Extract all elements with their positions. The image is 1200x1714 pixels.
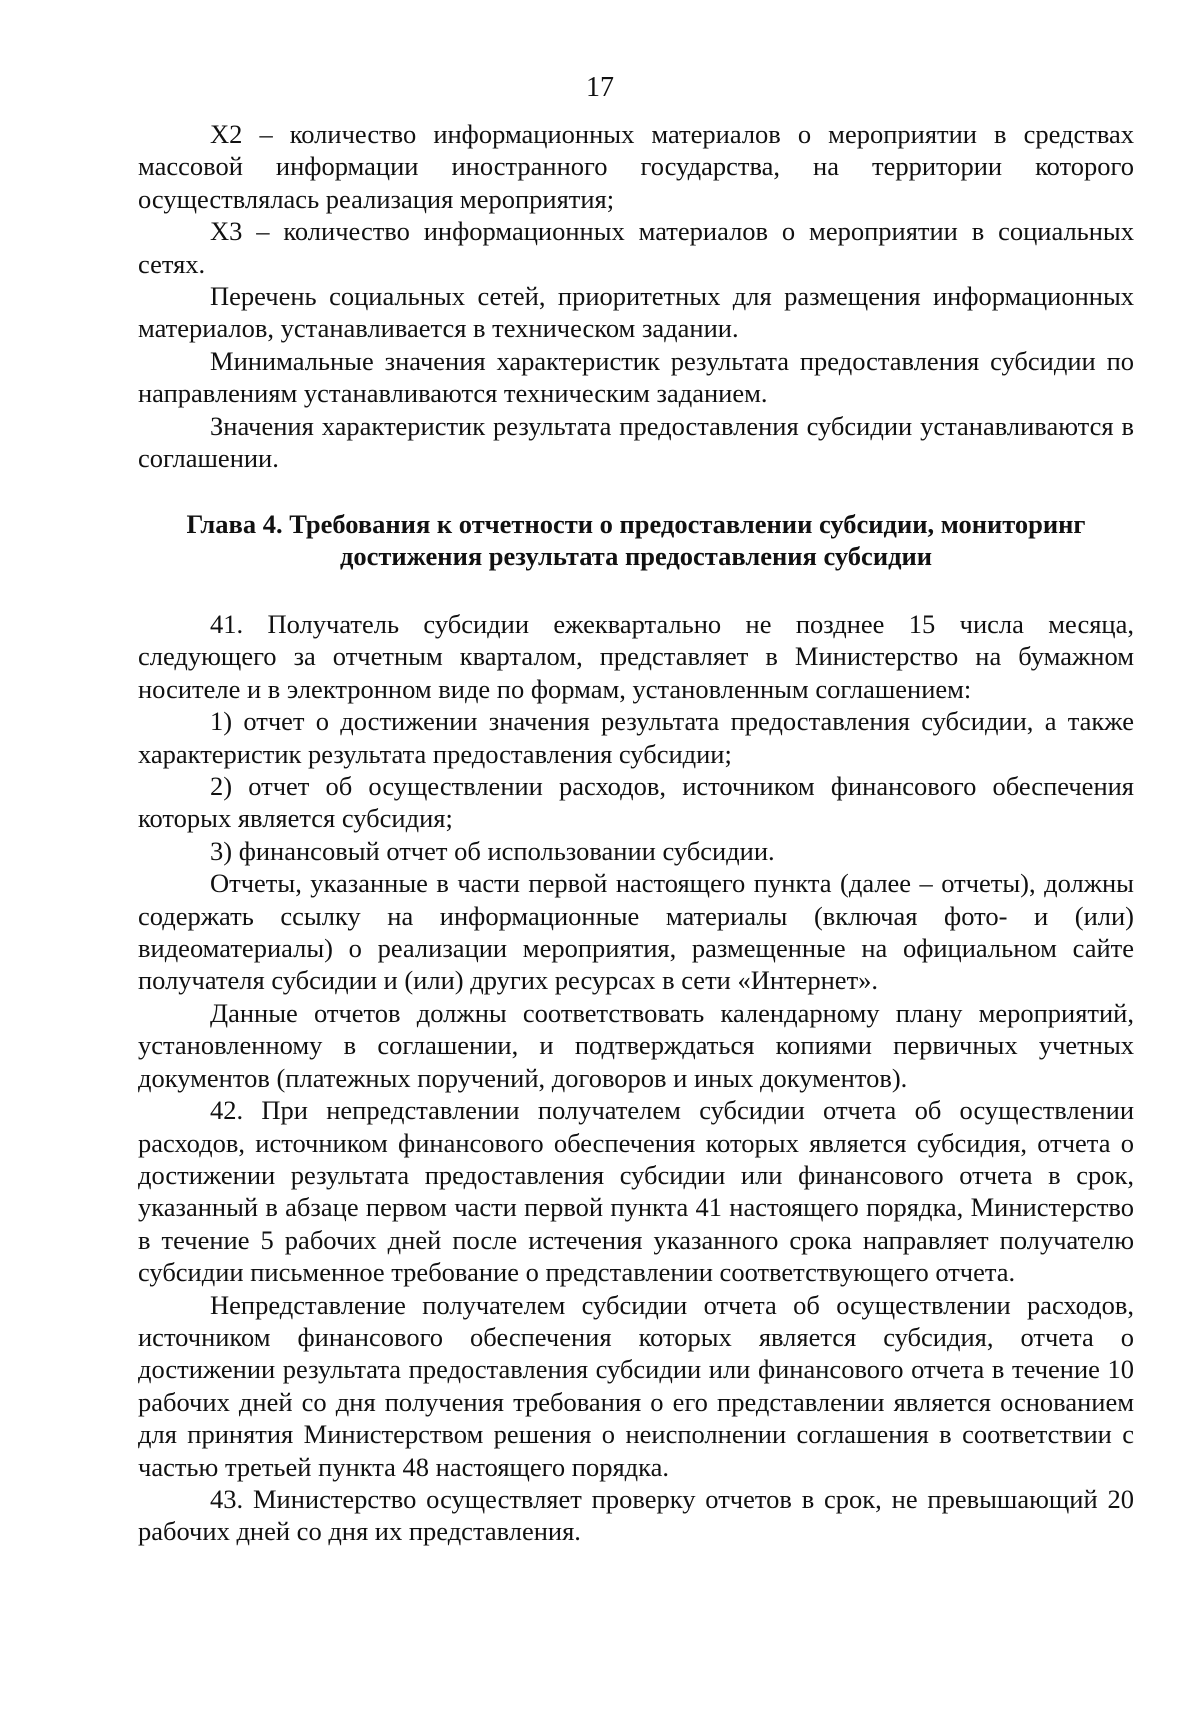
chapter-heading-line-1: Глава 4. Требования к отчетности о предоставлении субсидии, мониторинг <box>186 509 1086 539</box>
body-text-top <box>138 118 1134 474</box>
paragraph-x3: Х3 – количество информационных материалов о мероприятии в социальных сетях. <box>138 216 1134 279</box>
paragraph-reports-links: Отчеты, указанные в части первой настоящего пункта (далее – отчеты), должны содержать ссылку на информационные материалы (включая фото- и (или) видеоматериалы) о реализации мероприятия, размещенные на официальном сайте получателя субсидии и (или) других ресурсах в сети «Интернет». <box>138 868 1134 996</box>
paragraph-43: 43. Министерство осуществляет проверку отчетов в срок, не превышающий 20 рабочих дней со дня их представления. <box>138 1483 1134 1547</box>
paragraph-x2: Х2 – количество информационных материалов о мероприятии в средствах массовой информации иностранного государства, на территории которого осуществлялась реализация мероприятия; <box>138 119 1134 214</box>
paragraph-minimal-values: Минимальные значения характеристик результата предоставления субсидии по направлениям устанавливаются техническим заданием. <box>138 345 1134 409</box>
paragraph-non-submission: Непредставление получателем субсидии отчета об осуществлении расходов, источником финансового обеспечения которых является субсидия, отчета о достижении результата предоставления субсидии или финансового отчета в течение 10 рабочих дней со дня получения требования о его представлении является основанием для принятия Министерством решения о неисполнении соглашения в соответствии с частью третьей пункта 48 настоящего порядка. <box>138 1289 1134 1482</box>
paragraph-41-item-3: 3) финансовый отчет об использовании субсидии. <box>210 835 775 866</box>
paragraph-social-networks: Перечень социальных сетей, приоритетных для размещения информационных материалов, устанавливается в техническом задании. <box>138 281 1134 344</box>
chapter-heading <box>138 508 1134 573</box>
paragraph-41-item-2: 2) отчет об осуществлении расходов, источником финансового обеспечения которых является субсидия; <box>138 771 1134 834</box>
paragraph-41: 41. Получатель субсидии ежеквартально не позднее 15 числа месяца, следующего за отчетным кварталом, представляет в Министерство на бумажном носителе и в электронном виде по формам, установленным соглашением: <box>138 609 1134 704</box>
page-number: 17 <box>586 72 614 103</box>
paragraph-reports-data: Данные отчетов должны соответствовать календарному плану мероприятий, установленному в соглашении, и подтверждаться копиями первичных учетных документов (платежных поручений, договоров и иных документов). <box>138 997 1134 1093</box>
body-text-bottom <box>138 608 1134 1548</box>
paragraph-41-item-1: 1) отчет о достижении значения результата предоставления субсидии, а также характеристик результата предоставления субсидии; <box>138 706 1134 769</box>
chapter-heading-line-2: достижения результата предоставления субсидии <box>339 541 933 572</box>
paragraph-values-agreement: Значения характеристик результата предоставления субсидии устанавливаются в соглашении. <box>138 410 1134 474</box>
paragraph-42: 42. При непредставлении получателем субсидии отчета об осуществлении расходов, источником финансового обеспечения которых является субсидия, отчета о достижении результата предоставления субсидии или финансового отчета в срок, указанный в абзаце первом части первой пункта 41 настоящего порядка, Министерство в течение 5 рабочих дней после истечения указанного срока направляет получателю субсидии письменное требование о представлении соответствующего отчета. <box>138 1095 1134 1288</box>
